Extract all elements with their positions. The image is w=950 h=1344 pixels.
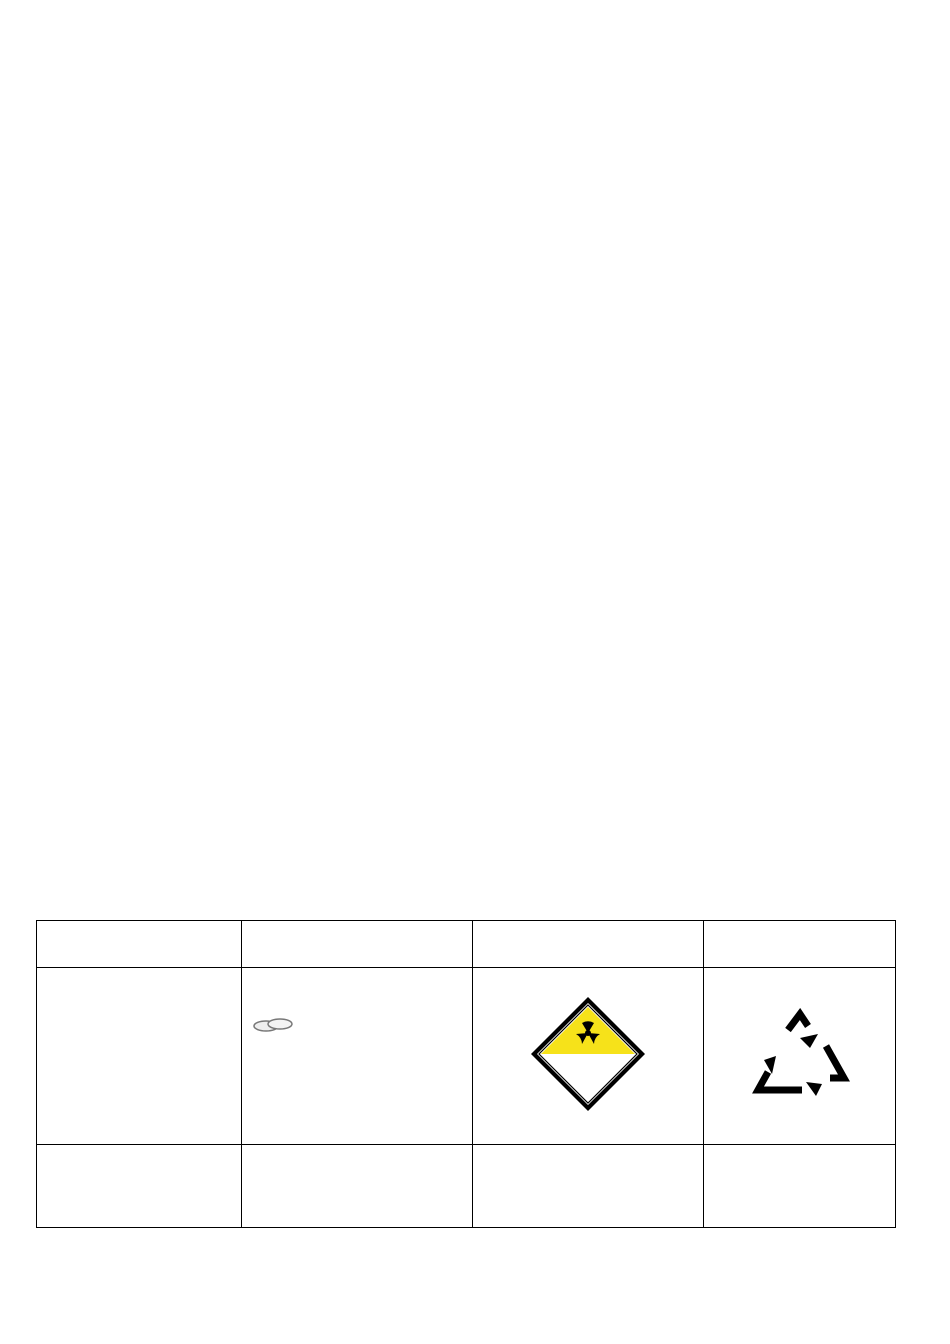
table-cell [473,968,704,1145]
table-header-cell [473,921,704,968]
isotope-b11 [112,593,140,621]
table-cell [704,1145,896,1228]
table-row [37,968,896,1145]
table-cell [242,968,473,1145]
pill-icon [252,1014,296,1036]
table-header-cell [704,921,896,968]
table-cell [37,968,242,1145]
table-cell [37,1145,242,1228]
table-cell [473,1145,704,1228]
table-header-cell [242,921,473,968]
isotope-b10 [79,593,107,621]
q5-table [36,920,896,1228]
q2-stem [46,592,140,621]
isotope-b11 [46,593,74,621]
table-row [37,921,896,968]
radioactive-hazard-icon [529,995,647,1113]
recycle-icon [750,1008,850,1100]
table-cell [242,1145,473,1228]
table-cell [704,968,896,1145]
table-row [37,1145,896,1228]
table-header-cell [37,921,242,968]
